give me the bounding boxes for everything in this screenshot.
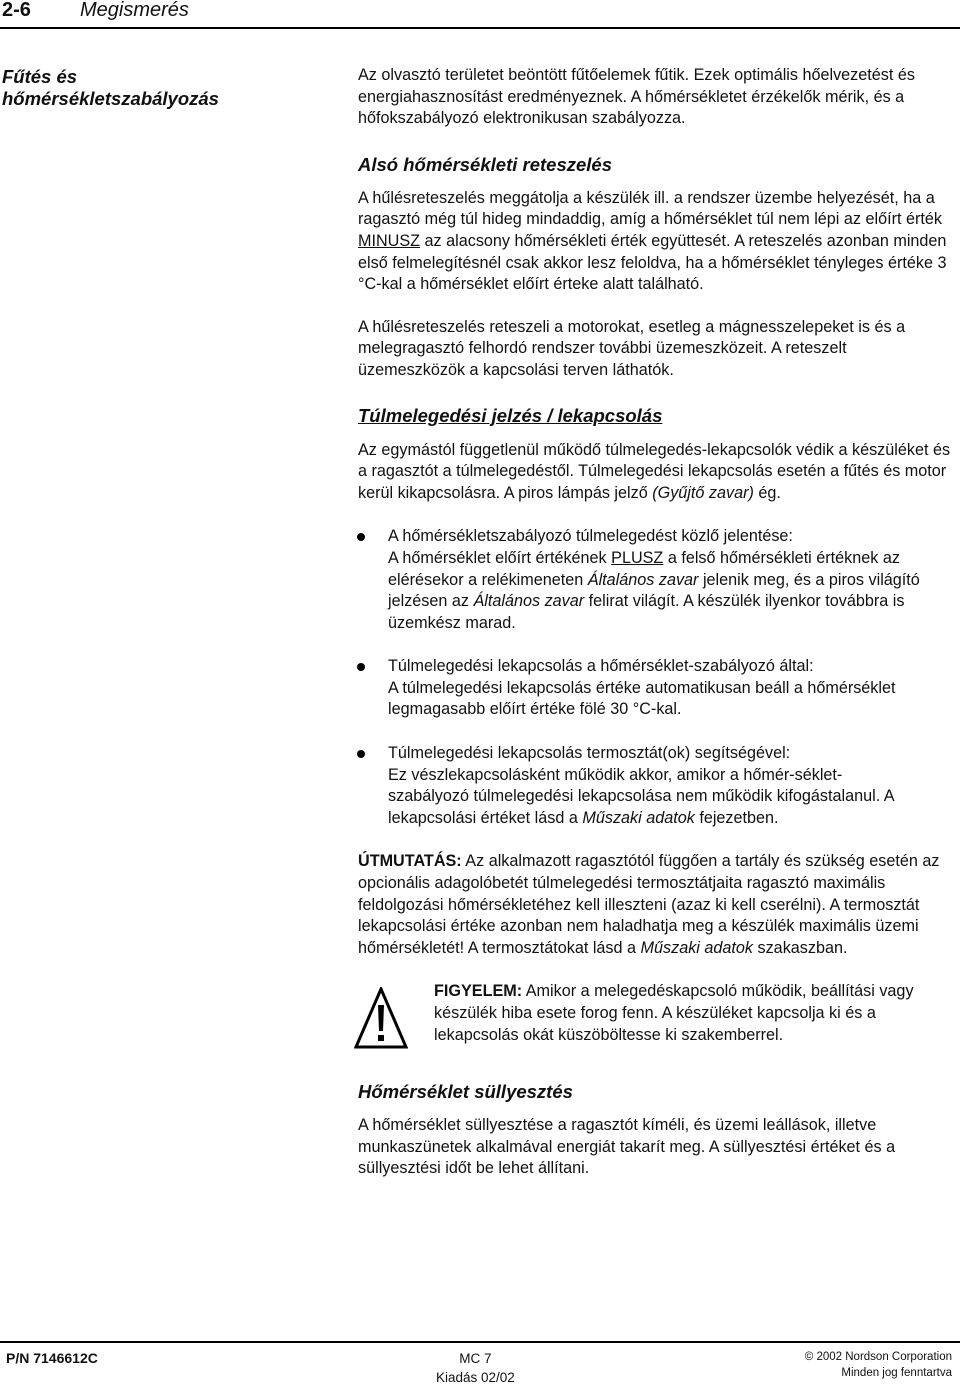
part-number: P/N 7146612C: [6, 1350, 98, 1366]
main-content: [358, 65, 958, 1180]
list-item: [358, 656, 958, 721]
list-item: [358, 526, 958, 634]
footer-right: [805, 1349, 952, 1381]
bullet-icon: [357, 750, 365, 758]
plus-term: PLUSZ: [611, 548, 664, 567]
list-item-title: Túlmelegedési lekapcsolás a hőmérséklet-szabályozó által:: [388, 657, 814, 676]
lower-lock-heading: Alsó hőmérsékleti reteszelés: [358, 153, 612, 175]
model-name: MC 7: [459, 1351, 492, 1366]
warning-triangle-icon: [354, 987, 408, 1049]
side-heading-line1: Fűtés és: [2, 66, 78, 87]
lower-lock-paragraph-2: A hűlésreteszelés reteszeli a motorokat, esetleg a mágnesszelepeket is és a melegragasztó felhordó rendszer további üzemeszközeit. A reteszelt üzemeszközök a kapcsolási terven láthatók.: [358, 317, 906, 379]
header-rule: [0, 27, 960, 29]
lower-lock-text-b: az alacsony hőmérsékleti érték együttesét. A reteszelés azonban minden első felmelegítésnél csak akkor lesz feloldva, ha a hőmérséklet tényleges értéke 3 °C-kal a hőmérséklet előírt érteke alatt található.: [358, 231, 947, 294]
list-item-text: jelenik meg, és a piros világító jelzésen az: [388, 570, 920, 611]
list-item-text: fejezetben.: [694, 808, 779, 827]
note-paragraph: [358, 851, 958, 959]
lower-lock-text-a: A hűlésreteszelés meggátolja a készülék ill. a rendszer üzembe helyezését, ha a ragasztó még túl hideg mindaddig, amíg a hőmérséklet túl nem lépi az előírt érték: [358, 188, 942, 229]
side-heading: [2, 66, 302, 110]
note-text-b: szakaszban.: [753, 938, 848, 957]
warning-text: Amikor a melegedéskapcsoló működik, beállítási vagy készülék hiba esete forog fenn. A készüléket kapcsolja ki és a lekapcsolás okát küszöböltesse ki szakemberrel.: [434, 982, 914, 1044]
overheat-text-b: ég.: [753, 483, 781, 502]
side-heading-line2: hőmérsékletszabályozás: [2, 88, 219, 109]
list-item-body: [388, 765, 898, 830]
intro-paragraph: Az olvasztó területet beöntött fűtőelemek fűtik. Ezek optimális hőelvezetést és energiahasznosítást eredményeznek. A hőmérsékletet érzékelők mérik, és a hőfokszabályozó elektronikusan szabályozza.: [358, 66, 915, 128]
footer-center: [436, 1349, 515, 1387]
technical-data-term: Műszaki adatok: [640, 938, 753, 957]
section-title: Megismerés: [80, 0, 189, 21]
general-fault-term: Általános zavar: [473, 592, 585, 611]
page-number: 2-6: [2, 0, 31, 21]
minus-term: MINUSZ: [358, 231, 421, 250]
list-item-text: Ez vészlekapcsolásként működik akkor, amikor a hőmér-séklet-szabályozó túlmelegedési lekapcsolása nem működik kifogástalanul. A lekapcsolási értéket lásd a: [388, 765, 894, 827]
bullet-icon: [357, 533, 365, 541]
copyright: © 2002 Nordson Corporation: [804, 1351, 952, 1363]
footer-rule: [0, 1341, 960, 1343]
warning-label: FIGYELEM:: [434, 982, 523, 1001]
overheat-heading: Túlmelegedési jelzés / lekapcsolás: [358, 404, 663, 426]
overheat-paragraph: [358, 440, 958, 505]
lowering-heading: Hőmérséklet süllyesztés: [358, 1081, 573, 1103]
collective-fault-term: (Gyűjtő zavar): [652, 483, 754, 502]
list-item-body: [388, 548, 958, 634]
general-fault-term: Általános zavar: [587, 570, 699, 589]
note-label: ÚTMUTATÁS:: [358, 852, 462, 871]
warning-paragraph: [434, 981, 958, 1046]
list-item: [358, 743, 958, 829]
rights: Minden jog fenntartva: [841, 1367, 952, 1379]
edition: Kiadás 02/02: [436, 1370, 515, 1385]
lower-lock-paragraph: [358, 188, 958, 296]
technical-data-term: Műszaki adatok: [582, 808, 695, 827]
list-item-text: a felső hőmérsékleti értéknek az elérésekor a relékimeneten: [388, 548, 900, 589]
list-item-title: Túlmelegedési lekapcsolás termosztát(ok) segítségével:: [388, 744, 791, 763]
page-footer: [0, 1341, 960, 1383]
note-text-a: Az alkalmazott ragasztótól függően a tartály és szükség esetén az opcionális adagolóbetét túlmelegedési termosztátjaita ragasztó maximális feldolgozási hőmérsékletéhez kell illeszteni (azaz ki kell cserélni). A termosztát lekapcsolási értéke azonban nem haladhatja meg a készülék maximális üzemi hőmérsékletét! A termosztátokat lásd a: [358, 852, 940, 957]
list-item-body: A túlmelegedési lekapcsolás értéke automatikusan beáll a hőmérséklet legmagasabb előírt értéke fölé 30 °C-kal.: [388, 678, 896, 719]
lowering-paragraph: A hőmérséklet süllyesztése a ragasztót kíméli, és üzemi leállások, illetve munkaszünetek alkalmával energiát takarít meg. A süllyesztési értéket és a süllyesztési időt be lehet állítani.: [358, 1116, 896, 1178]
list-item-text: felirat világít. A készülék ilyenkor továbbra is üzemkész marad.: [388, 592, 905, 632]
list-item-text: A hőmérséklet előírt értékének: [388, 548, 612, 567]
list-item-title: A hőmérsékletszabályozó túlmelegedést közlő jelentése:: [388, 527, 793, 546]
page-header: [0, 0, 960, 28]
bullet-icon: [357, 663, 365, 671]
overheat-text-a: Az egymástól függetlenül működő túlmelegedés-lekapcsolók védik a készüléket és a ragasztót a túlmelegedéstől. Túlmelegedési lekapcsolás esetén a fűtés és motor kerül kikapcsolásra. A piros lámpás jelző: [358, 440, 951, 502]
warning-box: [358, 981, 958, 1046]
